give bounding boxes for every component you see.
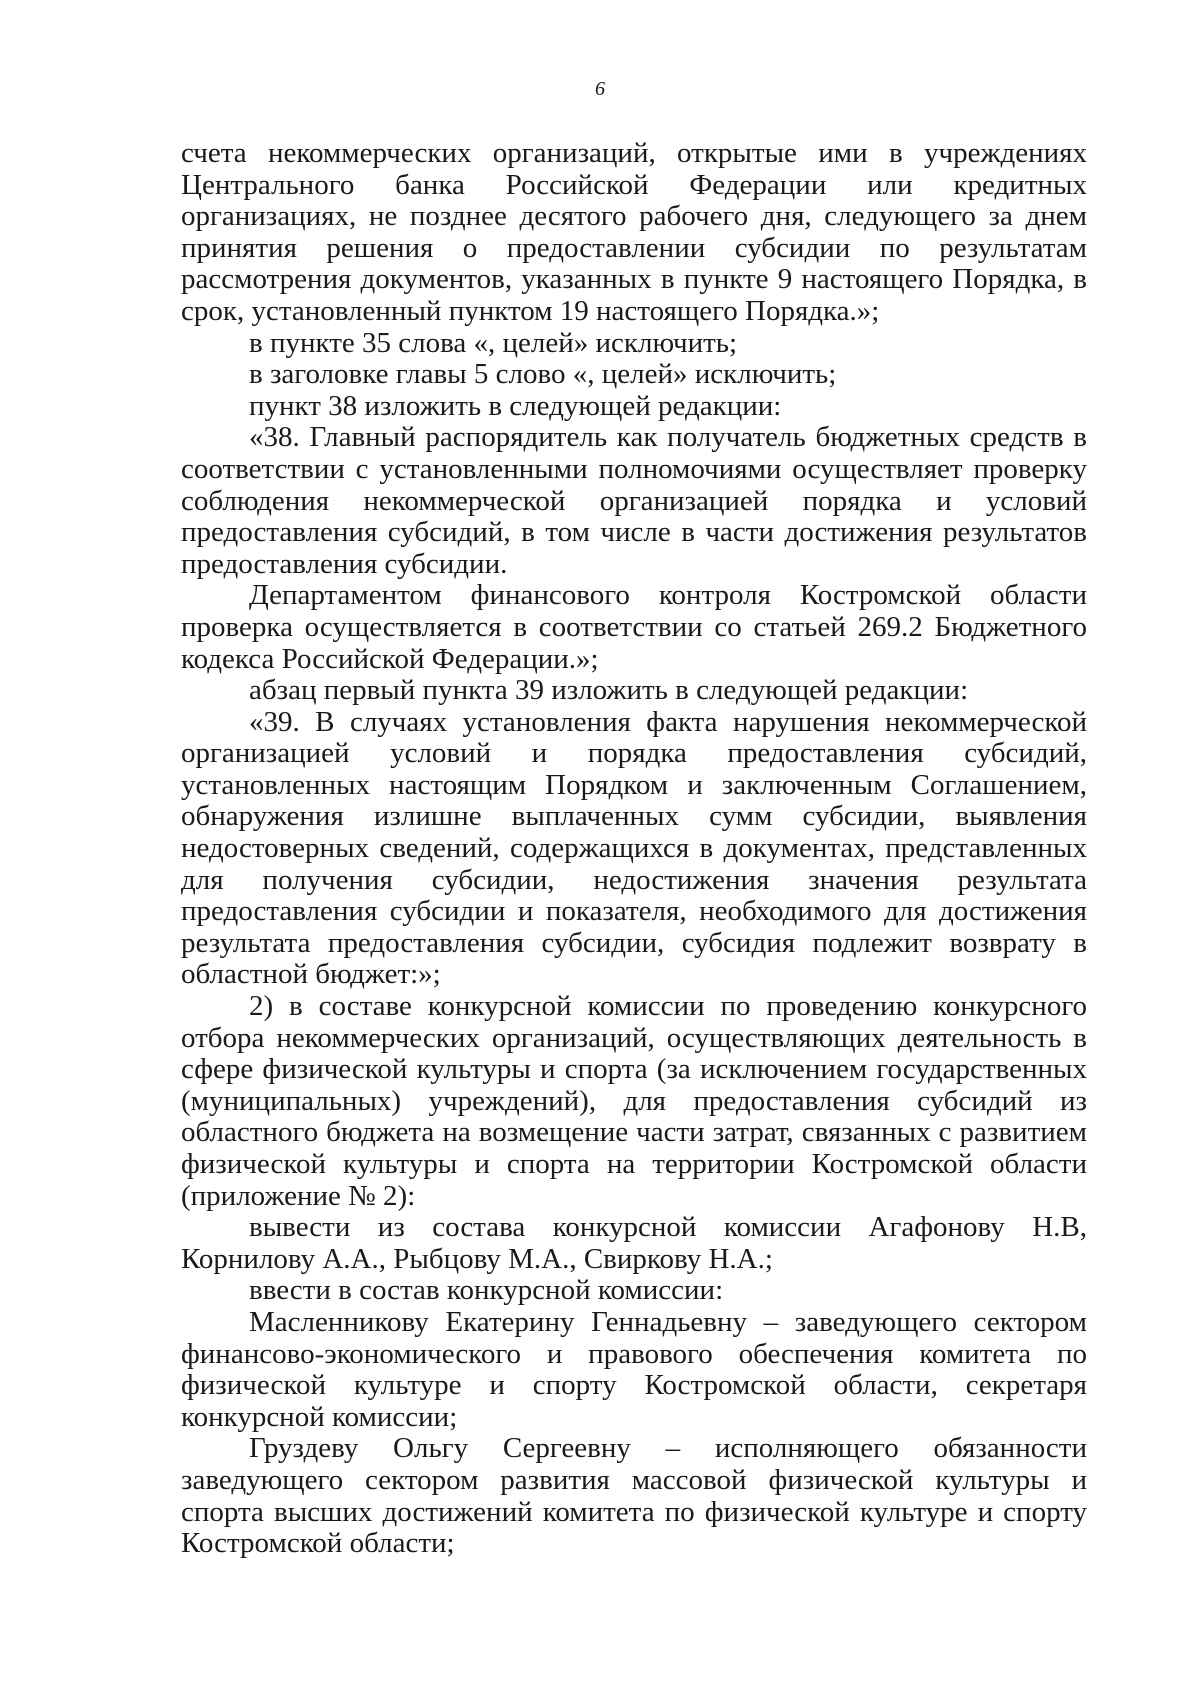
paragraph-item-38-text: «38. Главный распорядитель как получатель бюджетных средств в соответствии с установленными полномочиями осуществляет проверку соблюдения некоммерческой организацией порядка и условий предоставления субсидий, в том числе в части достижения результатов предоставления субсидии. (181, 421, 1087, 580)
document-body (181, 138, 1087, 1560)
paragraph-add-members: ввести в состав конкурсной комиссии: (249, 1274, 724, 1307)
paragraph-remove-members: вывести из состава конкурсной комиссии Агафонову Н.В, Корнилову А.А., Рыбцову М.А., Свиркову Н.А.; (181, 1211, 1087, 1275)
paragraph-item-39-text: «39. В случаях установления факта нарушения некоммерческой организацией условий и порядка предоставления субсидий, установленных настоящим Порядком и заключенным Соглашением, обнаружения излишне выплаченных сумм субсидии, выявления недостоверных сведений, содержащихся в документах, представленных для получения субсидии, недостижения значения результата предоставления субсидии и показателя, необходимого для достижения результата предоставления субсидии, субсидия подлежит возврату в областной бюджет:»; (181, 705, 1087, 991)
paragraph-item-35: в пункте 35 слова «, целей» исключить; (249, 326, 738, 359)
paragraph-member-maslennikova: Масленникову Екатерину Геннадьевну – заведующего сектором финансово-экономического и правового обеспечения комитета по физической культуре и спорту Костромской области, секретаря конкурсной комиссии; (181, 1305, 1087, 1433)
paragraph-item-39-intro: абзац первый пункта 39 изложить в следующей редакции: (249, 674, 969, 707)
paragraph-commission-composition: 2) в составе конкурсной комиссии по проведению конкурсного отбора некоммерческих организаций, осуществляющих деятельность в сфере физической культуры и спорта (за исключением государственных (муниципальных) учреждений), для предоставления субсидий из областного бюджета на возмещение части затрат, связанных с развитием физической культуры и спорта на территории Костромской области (приложение № 2): (181, 990, 1087, 1212)
paragraph-continuation: счета некоммерческих организаций, открытые ими в учреждениях Центрального банка Российской Федерации или кредитных организациях, не позднее десятого рабочего дня, следующего за днем принятия решения о предоставлении субсидии по результатам рассмотрения документов, указанных в пункте 9 настоящего Порядка, в срок, установленный пунктом 19 настоящего Порядка.»; (181, 137, 1087, 327)
paragraph-financial-control: Департаментом финансового контроля Костромской области проверка осуществляется в соответствии со статьей 269.2 Бюджетного кодекса Российской Федерации.»; (181, 579, 1087, 675)
paragraph-chapter-5: в заголовке главы 5 слово «, целей» исключить; (249, 358, 837, 391)
paragraph-member-gruzdeva: Груздеву Ольгу Сергеевну – исполняющего обязанности заведующего сектором развития массовой физической культуры и спорта высших достижений комитета по физической культуре и спорту Костромской области; (181, 1432, 1087, 1560)
page-number: 6 (595, 78, 605, 100)
paragraph-item-38-intro: пункт 38 изложить в следующей редакции: (249, 389, 782, 422)
